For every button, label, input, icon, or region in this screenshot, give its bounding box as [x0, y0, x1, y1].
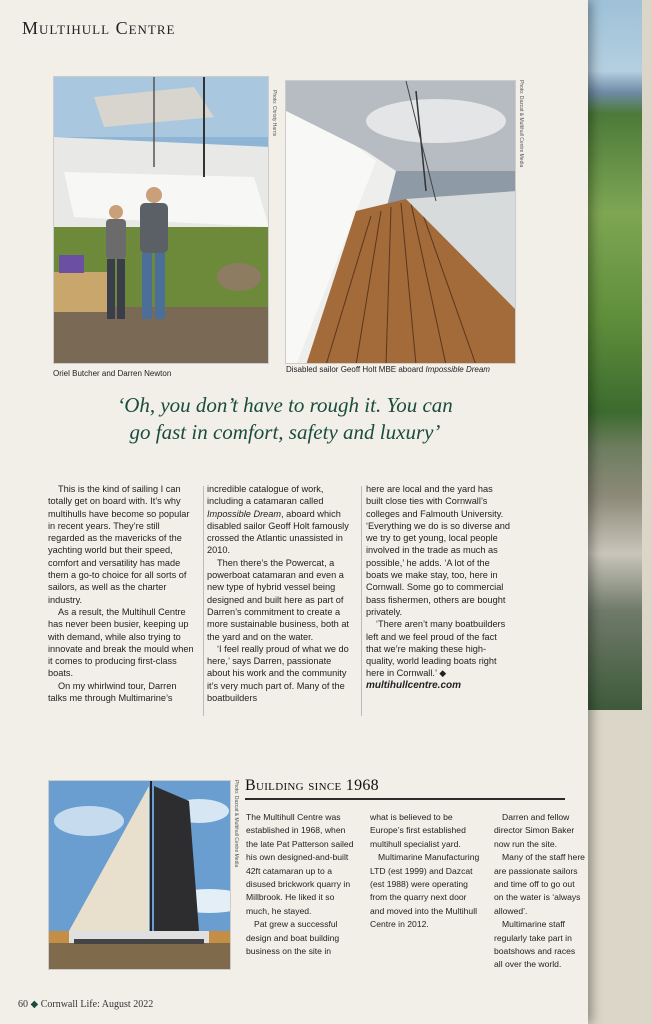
- caption-right-text: Disabled sailor Geoff Holt MBE aboard: [286, 365, 426, 374]
- photo-couple-boatyard: [53, 76, 269, 364]
- box-paragraph: Multimarine Manufacturing LTD (est 1999) and Dazcat (est 1988) were operating from the quarry next door and moved into the Multihull Centre in 2012.: [370, 852, 480, 930]
- article-text: , aboard which disabled sailor Geoff Holt famously crossed the Atlantic unassisted in 2010.: [207, 508, 349, 556]
- photo-credit-left: Photo: Christy Harris: [271, 90, 277, 137]
- page-folio: [18, 999, 153, 1010]
- pull-quote-line-2: go fast in comfort, safety and luxury’: [129, 420, 441, 444]
- photo-credit-bottom: Photo: Dazcat & Multihull Centre Media: [233, 780, 239, 868]
- publication-name: Cornwall Life: August 2022: [40, 999, 154, 1010]
- article-paragraph: here are local and the yard has built close ties with Cornwall’s colleges and Falmouth University. ‘Everything we do is so diverse and we try to get young, local people involved in the trade as much as possible,’ he adds. ‘A lot of the boats we make stay, too, here in Cornwall. Some go to commercial bass fishermen, others are bought privately.: [366, 484, 511, 617]
- column-divider: [203, 486, 204, 716]
- photo-credit-right: Photo: Dazcat & Multihull Centre Media: [518, 80, 524, 168]
- box-paragraph: Pat grew a successful design and boat building business on the site in: [246, 919, 340, 957]
- caption-left: Oriel Butcher and Darren Newton: [53, 369, 172, 378]
- article-text: incredible catalogue of work, including a catamaran called: [207, 484, 324, 507]
- page-number: 60: [18, 999, 28, 1010]
- caption-right: [286, 365, 490, 374]
- column-divider: [361, 486, 362, 716]
- box-paragraph: what is believed to be Europe’s first established multihull specialist yard.: [370, 812, 466, 849]
- article-paragraph: [207, 483, 354, 557]
- article-column-2: [207, 483, 354, 704]
- photo-sailing-catamaran: [48, 780, 231, 970]
- article-paragraph: This is the kind of sailing I can totally get on board with. It’s why multihulls have become so popular in recent years. They’re still regarded as the mavericks of the yachting world but their speed, comfort and versatility has made them a go-to choice for all sorts of sailors, as well as the charter industry.: [48, 484, 190, 605]
- article-column-1: [48, 483, 196, 704]
- pull-quote: [85, 392, 485, 446]
- section-title: Multihull Centre: [22, 18, 176, 38]
- box-title: Building since 1968: [245, 777, 565, 800]
- box-column-2: [370, 811, 482, 932]
- article-paragraph: As a result, the Multihull Centre has never been busier, keeping up with demand, while also trying to innovate and break the mould when it comes to producing first-class boats.: [48, 606, 194, 679]
- pull-quote-line-1: ‘Oh, you don’t have to rough it. You can: [117, 393, 453, 417]
- box-paragraph: The Multihull Centre was established in 1968, when the late Pat Patterson sailed his own designed-and-built 42ft catamaran up to a disused brickwork quarry in Millbrook. He liked it so much, he stayed.: [246, 812, 354, 916]
- article-paragraph: Then there’s the Powercat, a powerboat catamaran and even a new type of hybrid vessel being designed and built here as part of Darren’s commitment to create a more sustainable business, both at the yard and on the water.: [207, 557, 349, 642]
- box-paragraph: Darren and fellow director Simon Baker now run the site.: [494, 812, 575, 849]
- article-column-3: [366, 483, 512, 692]
- folio-diamond: ◆: [30, 999, 39, 1010]
- box-paragraph: Multimarine staff regularly take part in boatshows and races all over the world.: [494, 919, 576, 970]
- box-column-1: [246, 811, 358, 958]
- article-paragraph: ‘There aren’t many boatbuilders left and we feel proud of the fact that we’re making these high-quality, world leading boats right here in Cornwall.’ ◆: [366, 619, 506, 679]
- box-column-3: [494, 811, 586, 972]
- article-boat-name: Impossible Dream: [207, 508, 282, 519]
- photo-boat-deck: [285, 80, 516, 364]
- article-paragraph: On my whirlwind tour, Darren talks me through Multimarine’s: [48, 680, 177, 704]
- caption-right-boat-name: Impossible Dream: [425, 365, 490, 374]
- website-link[interactable]: multihullcentre.com: [366, 679, 462, 691]
- article-paragraph: ‘I feel really proud of what we do here,’ says Darren, passionate about his work and the community it’s very much part of. Many of the boatbuilders: [207, 643, 349, 704]
- box-paragraph: Many of the staff here are passionate sailors and time off to go out on the water is ‘always allowed’.: [494, 852, 585, 916]
